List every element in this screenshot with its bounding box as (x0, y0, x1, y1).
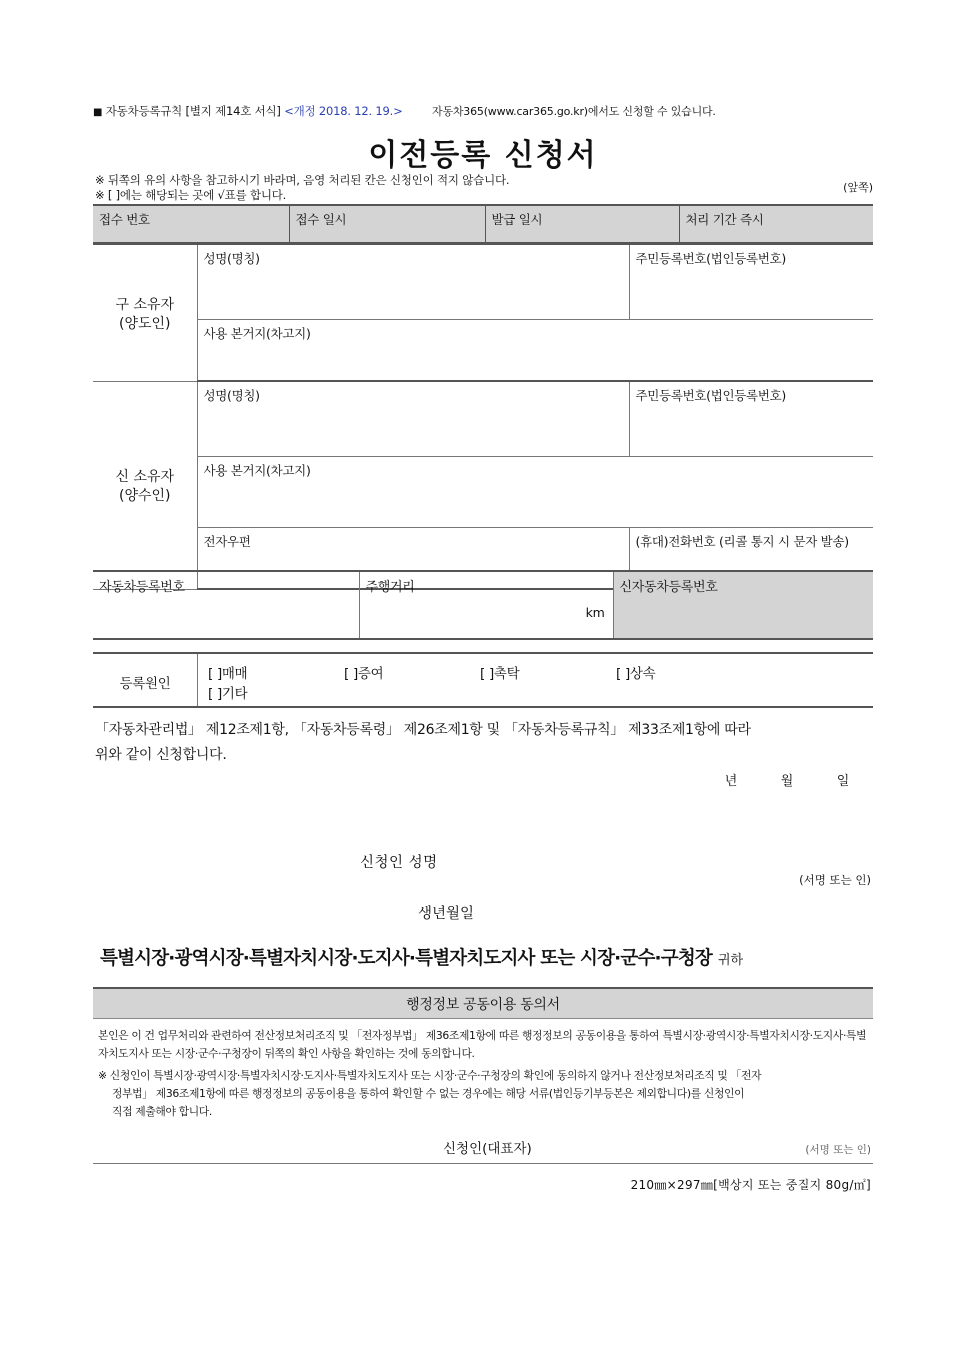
cause-option-other[interactable]: [ ]기타 (208, 686, 248, 702)
table-row (93, 320, 873, 382)
consent-body-text: 본인은 이 건 업무처리와 관련하여 전산정보처리조직 및 「전자정부법」 제36조제1항에 따른 행정정보의 공동이용을 통하여 특별시장·광역시장·특별자치시장·도지사·특별자치도지사 또는 시장·군수·구청장이 뒤쪽의 확인 사항을 확인하는 것에 동의합니다. (98, 1029, 867, 1060)
consent-signature-note: (서명 또는 인) (805, 1144, 871, 1156)
new-owner-phone-field[interactable]: (휴대)전화번호 (리콜 통지 시 문자 발송) (629, 528, 873, 590)
addressee-text: 특별시장·광역시장·특별자치시장·도지사·특별자치도지사 또는 시장·군수·구청장 (100, 948, 712, 969)
receipt-number-cell: 접수 번호 (93, 205, 289, 243)
note-line-2: ※ [ ]에는 해당되는 곳에 √표를 합니다. (95, 188, 287, 202)
addressee (100, 944, 743, 970)
consent-applicant-label[interactable]: 신청인(대표자) (443, 1141, 532, 1157)
new-vehicle-registration-number-cell: 신자동차등록번호 (613, 571, 873, 639)
old-owner-rrn-field[interactable]: 주민등록번호(법인등록번호) (629, 244, 873, 320)
legal-statement-line2: 위와 같이 신청합니다. (95, 747, 227, 763)
new-owner-label (93, 381, 197, 589)
legal-statement-line1: 「자동차관리법」 제12조제1항, 「자동차등록령」 제26조제1항 및 「자동차등록규칙」 제33조제1항에 따라 (95, 722, 751, 738)
registration-cause-table (93, 652, 873, 708)
applicant-birthdate-label[interactable]: 생년월일 (418, 906, 475, 922)
new-owner-name-field[interactable]: 성명(명칭) (197, 381, 629, 457)
vehicle-info-table (93, 570, 873, 640)
consent-section-title: 행정정보 공동이용 동의서 (93, 987, 873, 1019)
new-owner-label-line1: 신 소유자 (115, 469, 175, 485)
owner-info-table (93, 243, 873, 590)
online-application-note: 자동차365(www.car365.go.kr)에서도 신청할 수 있습니다. (432, 105, 716, 118)
consent-note-line1: ※ 신청인이 특별시장·광역시장·특별자치시장·도지사·특별자치도지사 또는 시장·군수·구청장의 확인에 동의하지 않거나 전산정보처리조직 및 「전자 (98, 1069, 762, 1082)
mileage-label: 주행거리 (365, 580, 415, 595)
registration-cause-label: 등록원인 (93, 653, 198, 707)
cause-option-entrustment[interactable]: [ ]촉탁 (480, 666, 520, 682)
side-mark: (앞쪽) (843, 181, 873, 194)
date-day[interactable]: 일 (836, 774, 850, 789)
table-row (93, 571, 873, 639)
consent-note-line3: 직접 제출해야 합니다. (112, 1105, 212, 1118)
table-row (93, 381, 873, 457)
form-header-line (93, 103, 883, 119)
cause-option-sale[interactable]: [ ]매매 (208, 666, 248, 682)
registration-cause-options (198, 653, 874, 707)
revision-note: <개정 2018. 12. 19.> (284, 104, 403, 118)
page-title: 이전등록 신청서 (368, 138, 598, 173)
note-line-1: ※ 뒤쪽의 유의 사항을 참고하시기 바라며, 음영 처리된 칸은 신청인이 적지 않습니다. (95, 173, 510, 187)
date-fields (703, 770, 871, 789)
processing-period-cell: 처리 기간 즉시 (679, 205, 873, 243)
legal-statement (95, 718, 885, 768)
date-month[interactable]: 월 (780, 774, 794, 789)
issue-datetime-cell: 발급 일시 (485, 205, 679, 243)
bottom-divider (93, 1163, 873, 1164)
cause-option-inheritance[interactable]: [ ]상속 (616, 666, 656, 682)
applicant-name-label[interactable]: 신청인 성명 (360, 855, 438, 871)
addressee-suffix: 귀하 (718, 953, 744, 968)
old-owner-address-field[interactable]: 사용 본거지(차고지) (197, 320, 873, 382)
date-year[interactable]: 년 (724, 774, 738, 789)
mileage-field[interactable] (359, 571, 613, 639)
table-row (93, 244, 873, 320)
cause-option-gift[interactable]: [ ]증여 (344, 666, 384, 682)
old-owner-name-field[interactable]: 성명(명칭) (197, 244, 629, 320)
old-owner-label (93, 244, 197, 381)
new-owner-email-field[interactable]: 전자우편 (197, 528, 629, 590)
old-owner-label-line2: (양도인) (119, 315, 171, 332)
old-owner-label-line1: 구 소유자 (115, 296, 175, 313)
table-row (93, 653, 873, 707)
consent-note-line2: 정부법」 제36조제1항에 따른 행정정보의 공동이용을 통하여 확인할 수 없는 경우에는 해당 서류(법인등기부등본은 제외합니다)를 신청인이 (112, 1087, 745, 1100)
rule-reference: 자동차등록규칙 [별지 제14호 서식] (105, 104, 281, 118)
mileage-unit: km (585, 605, 605, 620)
receipt-datetime-cell: 접수 일시 (289, 205, 485, 243)
new-owner-rrn-field[interactable]: 주민등록번호(법인등록번호) (629, 381, 873, 457)
table-row (93, 205, 873, 243)
new-owner-address-field[interactable]: 사용 본거지(차고지) (197, 457, 873, 528)
bullet-icon: ■ (93, 107, 103, 118)
applicant-signature-note: (서명 또는 인) (799, 873, 871, 887)
consent-note-text (98, 1067, 870, 1121)
receipt-info-table (93, 204, 873, 244)
form-notes (95, 173, 509, 203)
table-row (93, 457, 873, 528)
new-owner-label-line2: (양수인) (119, 488, 171, 504)
vehicle-registration-number-field[interactable]: 자동차등록번호 (93, 571, 359, 639)
paper-size-note: 210㎜×297㎜[백상지 또는 중질지 80g/㎡] (630, 1178, 871, 1192)
